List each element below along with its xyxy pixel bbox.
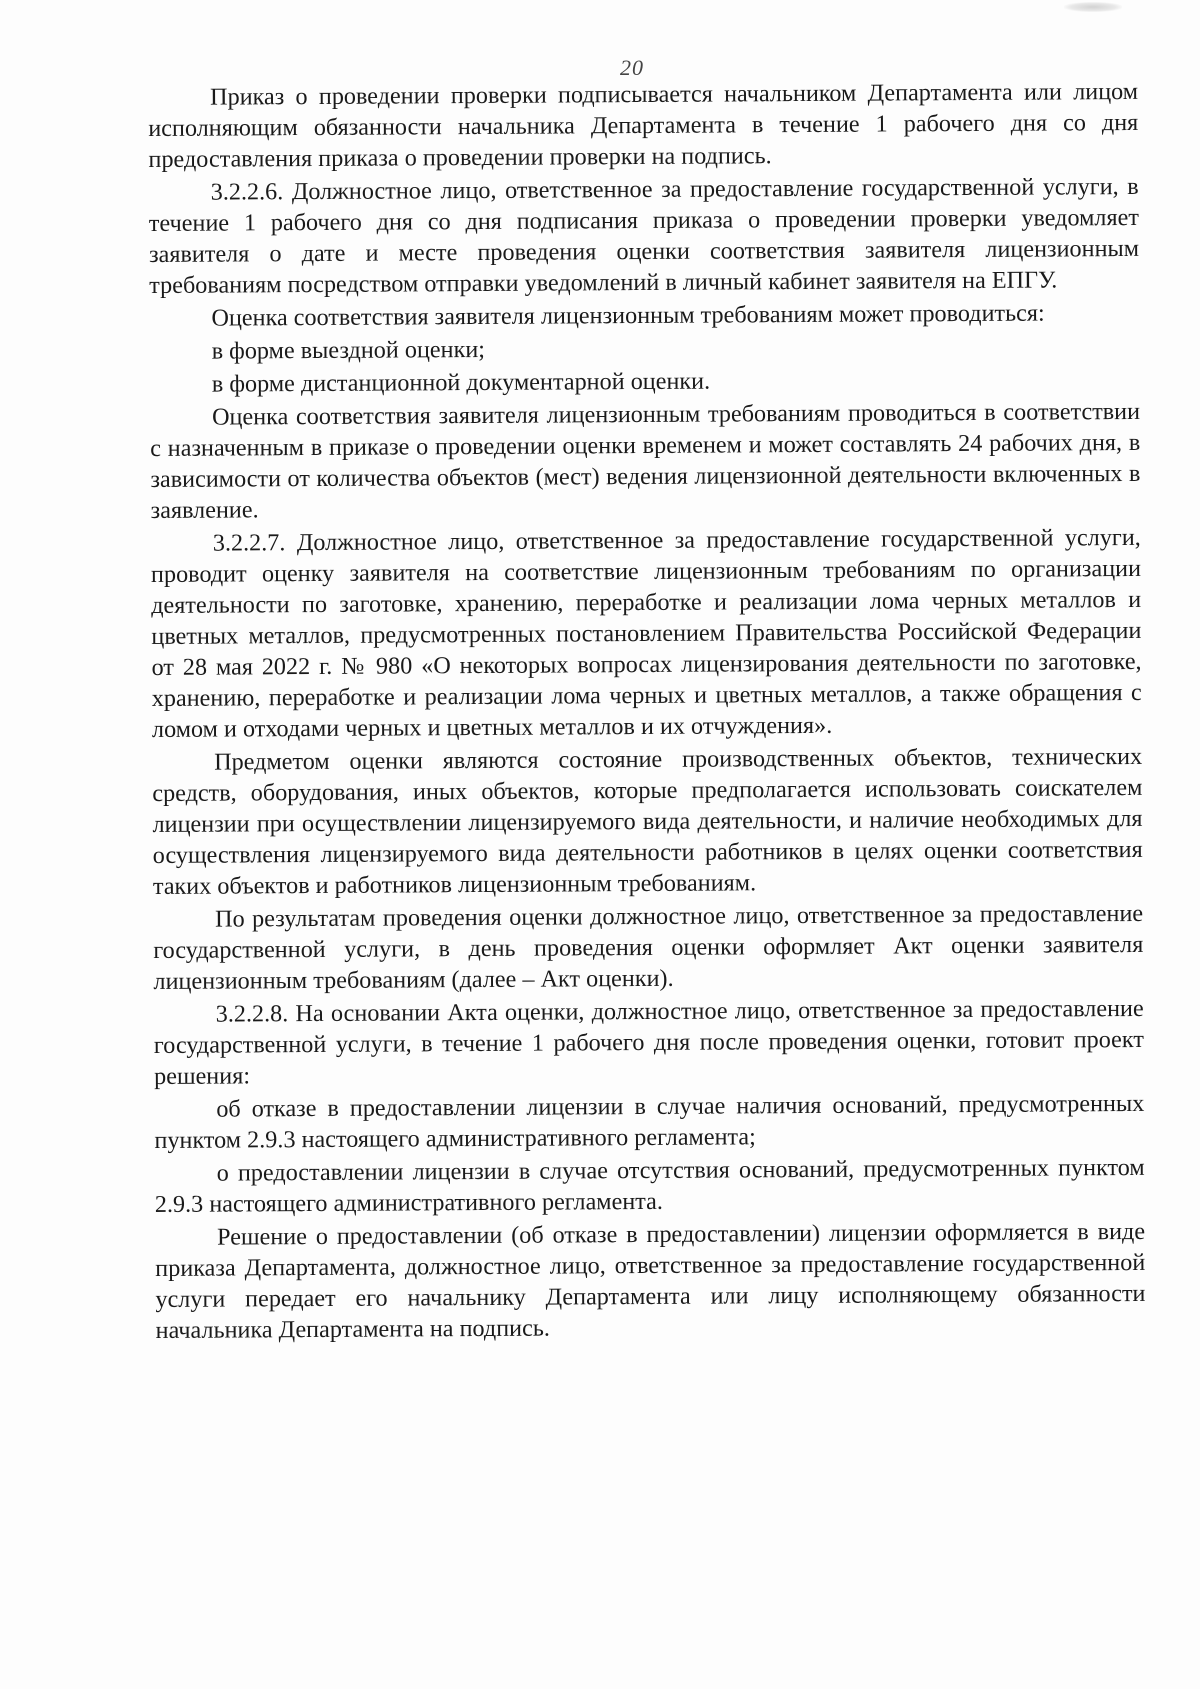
scan-artifact bbox=[1064, 2, 1122, 12]
paragraph-assessment-forms: Оценка соответствия заявителя лицензионным требованиям может проводиться: bbox=[211, 299, 1045, 332]
list-item-onsite-assessment: в форме выездной оценки; bbox=[211, 335, 486, 365]
paragraph-assessment-subject: Предметом оценки являются состояние производственных объектов, технических средств, оборудования, иных объектов, которые предполагается использовать соискателем лицензии при осуществлении лицензируемого вида деятельности, и наличие необходимых для осуществления лицензируемого вида деятельности работников в целях оценки соответствия таких объектов и работников лицензионным требованиям. bbox=[152, 742, 1143, 900]
document-body bbox=[148, 76, 1146, 1348]
list-item-remote-assessment: в форме дистанционной документарной оценки. bbox=[211, 367, 711, 398]
paragraph-assessment-act: По результатам проведения оценки должностное лицо, ответственное за предоставление государственной услуги, в день проведения оценки оформляет Акт оценки заявителя лицензионным требованиям (далее – Акт оценки). bbox=[153, 899, 1144, 995]
paragraph-order-signing: Приказ о проведении проверки подписывается начальником Департамента или лицом исполняющим обязанности начальника Департамента в течение 1 рабочего дня со дня предоставления приказа о проведении проверки на подпись. bbox=[148, 77, 1139, 173]
page-number: 20 bbox=[620, 55, 644, 80]
paragraph-3-2-2-8: 3.2.2.8. На основании Акта оценки, должностное лицо, ответственное за предоставление государственной услуги, в течение 1 рабочего дня после проведения оценки, готовит проект решения: bbox=[153, 994, 1144, 1090]
paragraph-3-2-2-7: 3.2.2.7. Должностное лицо, ответственное за предоставление государственной услуги, проводит оценку заявителя на соответствие лицензионным требованиям по организации деятельности по заготовке, хранению, переработке и реализации лома черных металлов и цветных металлов, предусмотренных постановлением Правительства Российской Федерации от 28 мая 2022 г. № 980 «О некоторых вопросах лицензирования деятельности по заготовке, хранению, переработке и реализации лома черных и цветных металлов, а также обращения с ломом и отходами черных и цветных металлов и их отчуждения». bbox=[150, 523, 1142, 743]
paragraph-assessment-duration: Оценка соответствия заявителя лицензионным требованиям проводиться в соответствии с назначенным в приказе о проведении оценки временем и может составлять 24 рабочих дня, в зависимости от количества объектов (мест) ведения лицензионной деятельности включенных в заявление. bbox=[150, 397, 1141, 524]
paragraph-decision: Решение о предоставлении (об отказе в предоставлении) лицензии оформляется в виде приказа Департамента, должностное лицо, ответственное за предоставление государственной услуги передает его начальнику Департамента или лицу исполняющему обязанности начальника Департамента на подпись. bbox=[155, 1217, 1146, 1344]
list-item-refusal: об отказе в предоставлении лицензии в случае наличия оснований, предусмотренных пунктом 2.9.3 настоящего административного регламента; bbox=[154, 1089, 1145, 1154]
paragraph-3-2-2-6: 3.2.2.6. Должностное лицо, ответственное за предоставление государственной услуги, в течение 1 рабочего дня со дня подписания приказа о проведении проверки уведомляет заявителя о дате и месте проведения оценки соответствия заявителя лицензионным требованиям посредством отправки уведомлений в личный кабинет заявителя на ЕПГУ. bbox=[148, 172, 1140, 299]
list-item-grant: о предоставлении лицензии в случае отсутствия оснований, предусмотренных пунктом 2.9.3 настоящего административного регламента. bbox=[154, 1153, 1145, 1218]
